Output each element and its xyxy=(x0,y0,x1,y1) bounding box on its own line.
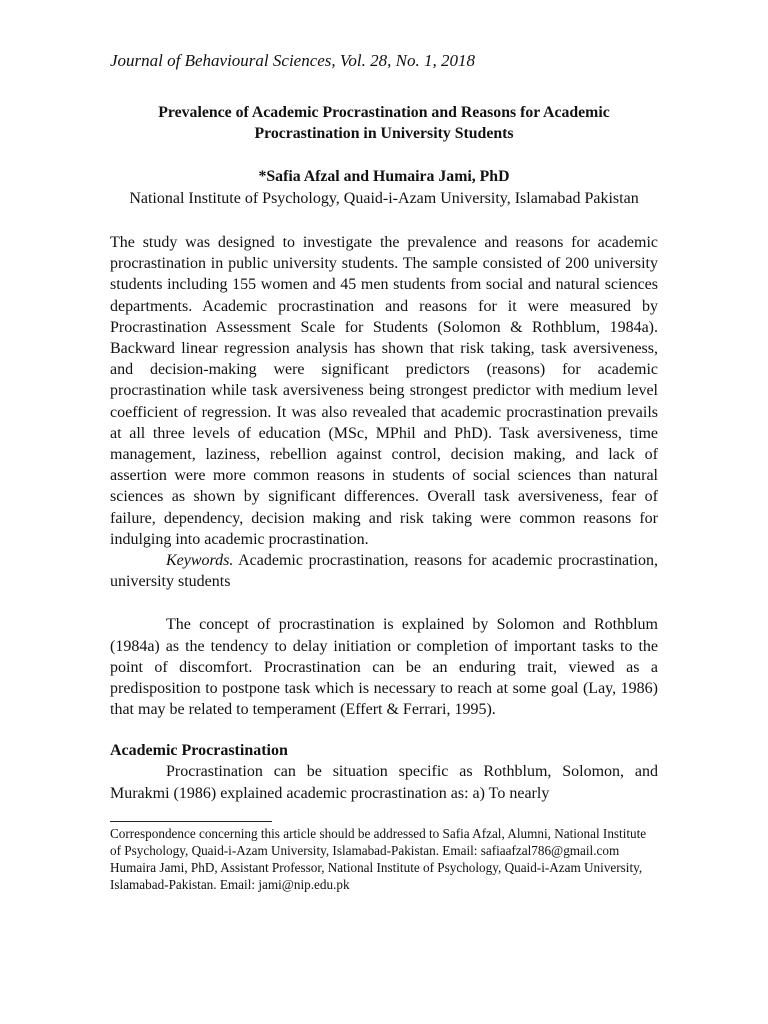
footnote-divider xyxy=(110,821,272,822)
author-affiliation: National Institute of Psychology, Quaid-i-Azam University, Islamabad Pakistan xyxy=(129,190,639,207)
footnote-second-author: Humaira Jami, PhD, Assistant Professor, National Institute of Psychology, Quaid-i-Azam University, Islamabad-Pakistan. Email: jami@nip.edu.pk xyxy=(110,859,643,892)
paper-title: Prevalence of Academic Procrastination and Reasons for Academic Procrastination in University Students xyxy=(158,104,610,142)
keywords-text: Academic procrastination, reasons for academic procrastination, university students xyxy=(110,552,658,591)
paper-authors: *Safia Afzal and Humaira Jami, PhD xyxy=(258,168,510,185)
keywords-line xyxy=(110,550,658,592)
journal-citation: Journal of Behavioural Sciences, Vol. 28, No. 1, 2018 xyxy=(110,51,475,70)
section-heading: Academic Procrastination xyxy=(110,742,288,760)
footnote-correspondence: Correspondence concerning this article should be addressed to Safia Afzal, Alumni, National Institute of Psychology, Quaid-i-Azam University, Islamabad-Pakistan. Email: safiaafzal786@gmail.com xyxy=(110,825,647,858)
keywords-label: Keywords. xyxy=(166,552,234,570)
intro-paragraph: The concept of procrastination is explained by Solomon and Rothblum (1984a) as the tendency to delay initiation or completion of important tasks to the point of discomfort. Procrastination can be an enduring trait, viewed as a predisposition to postpone task which is necessary to reach at some goal (Lay, 1986) that may be related to temperament (Effert & Ferrari, 1995). xyxy=(110,616,658,719)
section-paragraph: Procrastination can be situation specific as Rothblum, Solomon, and Murakmi (1986) explained academic procrastination as: a) To nearly xyxy=(110,763,658,802)
abstract-paragraph: The study was designed to investigate the prevalence and reasons for academic procrastination in public university students. The sample consisted of 200 university students including 155 women and 45 men students from social and natural sciences departments. Academic procrastination and reasons for it were measured by Procrastination Assessment Scale for Students (Solomon & Rothblum, 1984a). Backward linear regression analysis has shown that risk taking, task aversiveness, and decision-making were significant predictors (reasons) for academic procrastination while task aversiveness being strongest predictor with medium level coefficient of regression. It was also revealed that academic procrastination prevails at all three levels of education (MSc, MPhil and PhD). Task aversiveness, time management, laziness, rebellion against control, decision making, and lack of assertion were more common reasons in students of social sciences than natural sciences as shown by significant differences. Overall task aversiveness, fear of failure, dependency, decision making and risk taking were common reasons for indulging into academic procrastination. xyxy=(110,234,658,548)
